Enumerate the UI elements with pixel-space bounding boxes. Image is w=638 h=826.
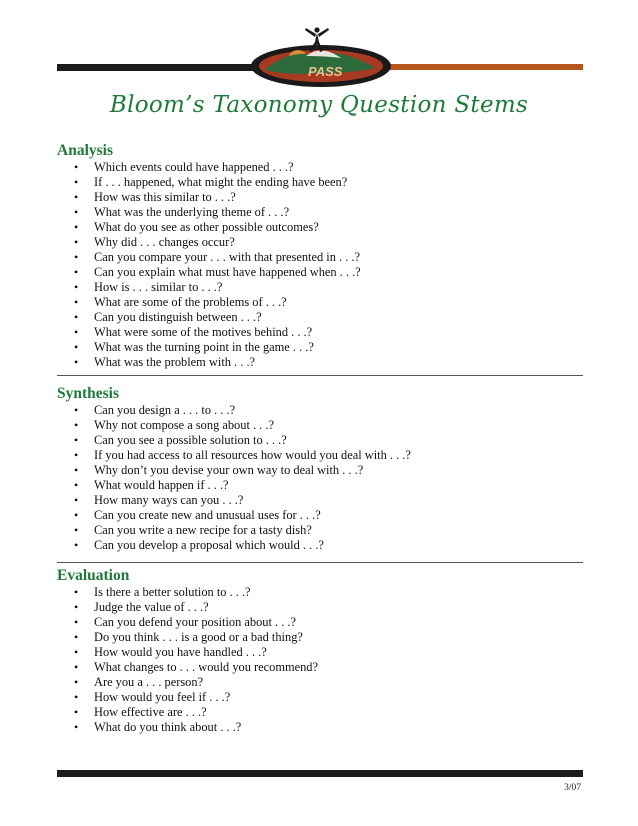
list-item: • Are you a . . . person? <box>57 675 583 690</box>
section-heading: Evaluation <box>57 567 130 584</box>
question-list <box>57 403 583 553</box>
list-item: • Why did . . . changes occur? <box>57 235 583 250</box>
list-item: • Why don’t you devise your own way to deal with . . .? <box>57 463 583 478</box>
section-divider <box>57 562 583 563</box>
list-item: • Can you defend your position about . . .? <box>57 615 583 630</box>
list-item: • What was the underlying theme of . . .? <box>57 205 583 220</box>
list-item: • Can you write a new recipe for a tasty dish? <box>57 523 583 538</box>
list-item: • Can you design a . . . to . . .? <box>57 403 583 418</box>
list-item: • Can you distinguish between . . .? <box>57 310 583 325</box>
list-item: • What do you think about . . .? <box>57 720 583 735</box>
logo-text: PASS <box>308 64 343 79</box>
list-item: • Can you create new and unusual uses for . . .? <box>57 508 583 523</box>
list-item: • What would happen if . . .? <box>57 478 583 493</box>
list-item: • What are some of the problems of . . .? <box>57 295 583 310</box>
list-item: • Can you explain what must have happened when . . .? <box>57 265 583 280</box>
list-item: • What changes to . . . would you recommend? <box>57 660 583 675</box>
page-number: 3/07 <box>564 783 581 793</box>
section-heading: Analysis <box>57 142 113 159</box>
section-heading: Synthesis <box>57 385 120 402</box>
list-item: • Which events could have happened . . .? <box>57 160 583 175</box>
list-item: • What was the problem with . . .? <box>57 355 583 370</box>
header-bar-right <box>375 64 583 70</box>
list-item: • If . . . happened, what might the ending have been? <box>57 175 583 190</box>
footer-bar <box>57 770 583 777</box>
list-item: • Why not compose a song about . . .? <box>57 418 583 433</box>
question-list <box>57 585 583 735</box>
list-item: • Can you develop a proposal which would . . .? <box>57 538 583 553</box>
list-item: • Can you compare your . . . with that presented in . . .? <box>57 250 583 265</box>
list-item: • Is there a better solution to . . .? <box>57 585 583 600</box>
list-item: • How effective are . . .? <box>57 705 583 720</box>
list-item: • How was this similar to . . .? <box>57 190 583 205</box>
pass-logo-icon <box>246 26 396 88</box>
page-header <box>0 0 638 118</box>
list-item: • How would you feel if . . .? <box>57 690 583 705</box>
list-item: • Can you see a possible solution to . . .? <box>57 433 583 448</box>
section-analysis <box>57 141 583 370</box>
list-item: • How would you have handled . . .? <box>57 645 583 660</box>
list-item: • What do you see as other possible outcomes? <box>57 220 583 235</box>
list-item: • Judge the value of . . .? <box>57 600 583 615</box>
section-synthesis <box>57 384 583 553</box>
header-bar-left <box>57 64 262 71</box>
list-item: • How is . . . similar to . . .? <box>57 280 583 295</box>
list-item: • What were some of the motives behind . . .? <box>57 325 583 340</box>
question-list <box>57 160 583 370</box>
section-divider <box>57 375 583 376</box>
list-item: • Do you think . . . is a good or a bad thing? <box>57 630 583 645</box>
page-title: Bloom’s Taxonomy Question Stems <box>109 92 529 118</box>
list-item: • How many ways can you . . .? <box>57 493 583 508</box>
section-evaluation <box>57 566 583 735</box>
list-item: • What was the turning point in the game . . .? <box>57 340 583 355</box>
list-item: • If you had access to all resources how would you deal with . . .? <box>57 448 583 463</box>
